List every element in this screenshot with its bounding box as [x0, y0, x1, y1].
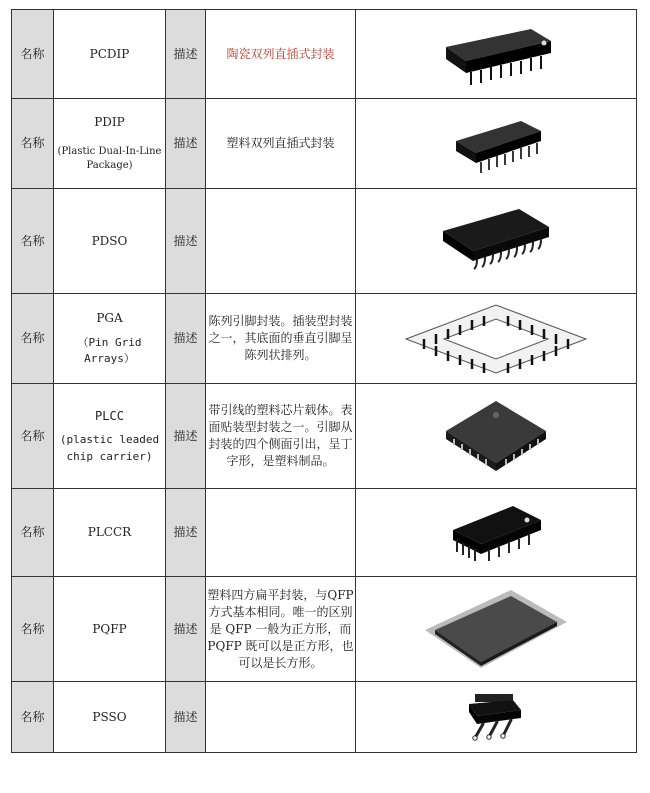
package-name: PSSO — [92, 709, 127, 724]
desc-header-cell: 描述 — [166, 10, 206, 99]
package-desc-cell — [206, 489, 356, 577]
table-row — [12, 577, 637, 682]
desc-header-cell: 描述 — [166, 99, 206, 189]
name-header-cell: 名称 — [12, 489, 54, 577]
package-name-cell — [54, 489, 166, 577]
name-header-cell: 名称 — [12, 10, 54, 99]
package-desc-cell — [206, 189, 356, 294]
package-name: PDSO — [91, 233, 128, 248]
package-name-cell — [54, 294, 166, 384]
name-header-cell: 名称 — [12, 99, 54, 189]
pga-chip-image — [356, 294, 637, 384]
package-name-cell — [54, 189, 166, 294]
package-desc-cell: 陈列引脚封装。插装型封装之一，其底面的垂直引脚呈陈列状排列。 — [206, 294, 356, 384]
package-desc-cell: 塑料双列直插式封装 — [206, 99, 356, 189]
package-name: PGA — [96, 311, 123, 325]
package-name: PDIP — [94, 115, 125, 129]
table-row — [12, 682, 637, 753]
desc-header-cell: 描述 — [166, 189, 206, 294]
package-desc-cell: 陶瓷双列直插式封装 — [206, 10, 356, 99]
table-row — [12, 99, 637, 189]
package-name-cell — [54, 577, 166, 682]
package-name-sub: (Plastic Dual-In-Line Package) — [57, 146, 162, 171]
package-name: PQFP — [92, 621, 127, 636]
package-name-cell — [54, 10, 166, 99]
pqfp-chip-image — [356, 577, 637, 682]
psso-chip-image — [356, 682, 637, 753]
name-header-cell: 名称 — [12, 577, 54, 682]
desc-header-cell: 描述 — [166, 577, 206, 682]
package-table — [11, 9, 637, 753]
desc-header-cell: 描述 — [166, 294, 206, 384]
name-header-cell: 名称 — [12, 384, 54, 489]
name-header-cell: 名称 — [12, 294, 54, 384]
package-name: PCDIP — [89, 46, 130, 61]
name-header-cell: 名称 — [12, 682, 54, 753]
package-name-cell — [54, 99, 166, 189]
package-name-sub: （Pin Grid Arrays） — [77, 336, 142, 365]
package-name-sub: (plastic leaded chip carrier) — [59, 432, 160, 463]
table-row — [12, 384, 637, 489]
table-row — [12, 189, 637, 294]
plccr-chip-image — [356, 489, 637, 577]
package-name-cell — [54, 682, 166, 753]
package-name: PLCC — [95, 408, 124, 423]
plcc-chip-image — [356, 384, 637, 489]
cdip-chip-image — [356, 10, 637, 99]
name-header-cell: 名称 — [12, 189, 54, 294]
package-desc-cell: 带引线的塑料芯片载体。表面贴装型封装之一。引脚从封装的四个侧面引出，呈丁字形，是塑料制品。 — [206, 384, 356, 489]
package-desc-cell — [206, 682, 356, 753]
package-desc-cell: 塑料四方扁平封装，与QFP 方式基本相同。唯一的区别是 QFP 一般为正方形，而 PQFP 既可以是正方形，也可以是长方形。 — [206, 577, 356, 682]
table-row — [12, 489, 637, 577]
pdso-chip-image — [356, 189, 637, 294]
package-name-cell — [54, 384, 166, 489]
package-name: PLCCR — [87, 525, 132, 539]
desc-header-cell: 描述 — [166, 489, 206, 577]
desc-header-cell: 描述 — [166, 384, 206, 489]
table-row — [12, 10, 637, 99]
table-row — [12, 294, 637, 384]
desc-header-cell: 描述 — [166, 682, 206, 753]
pdip-chip-image — [356, 99, 637, 189]
